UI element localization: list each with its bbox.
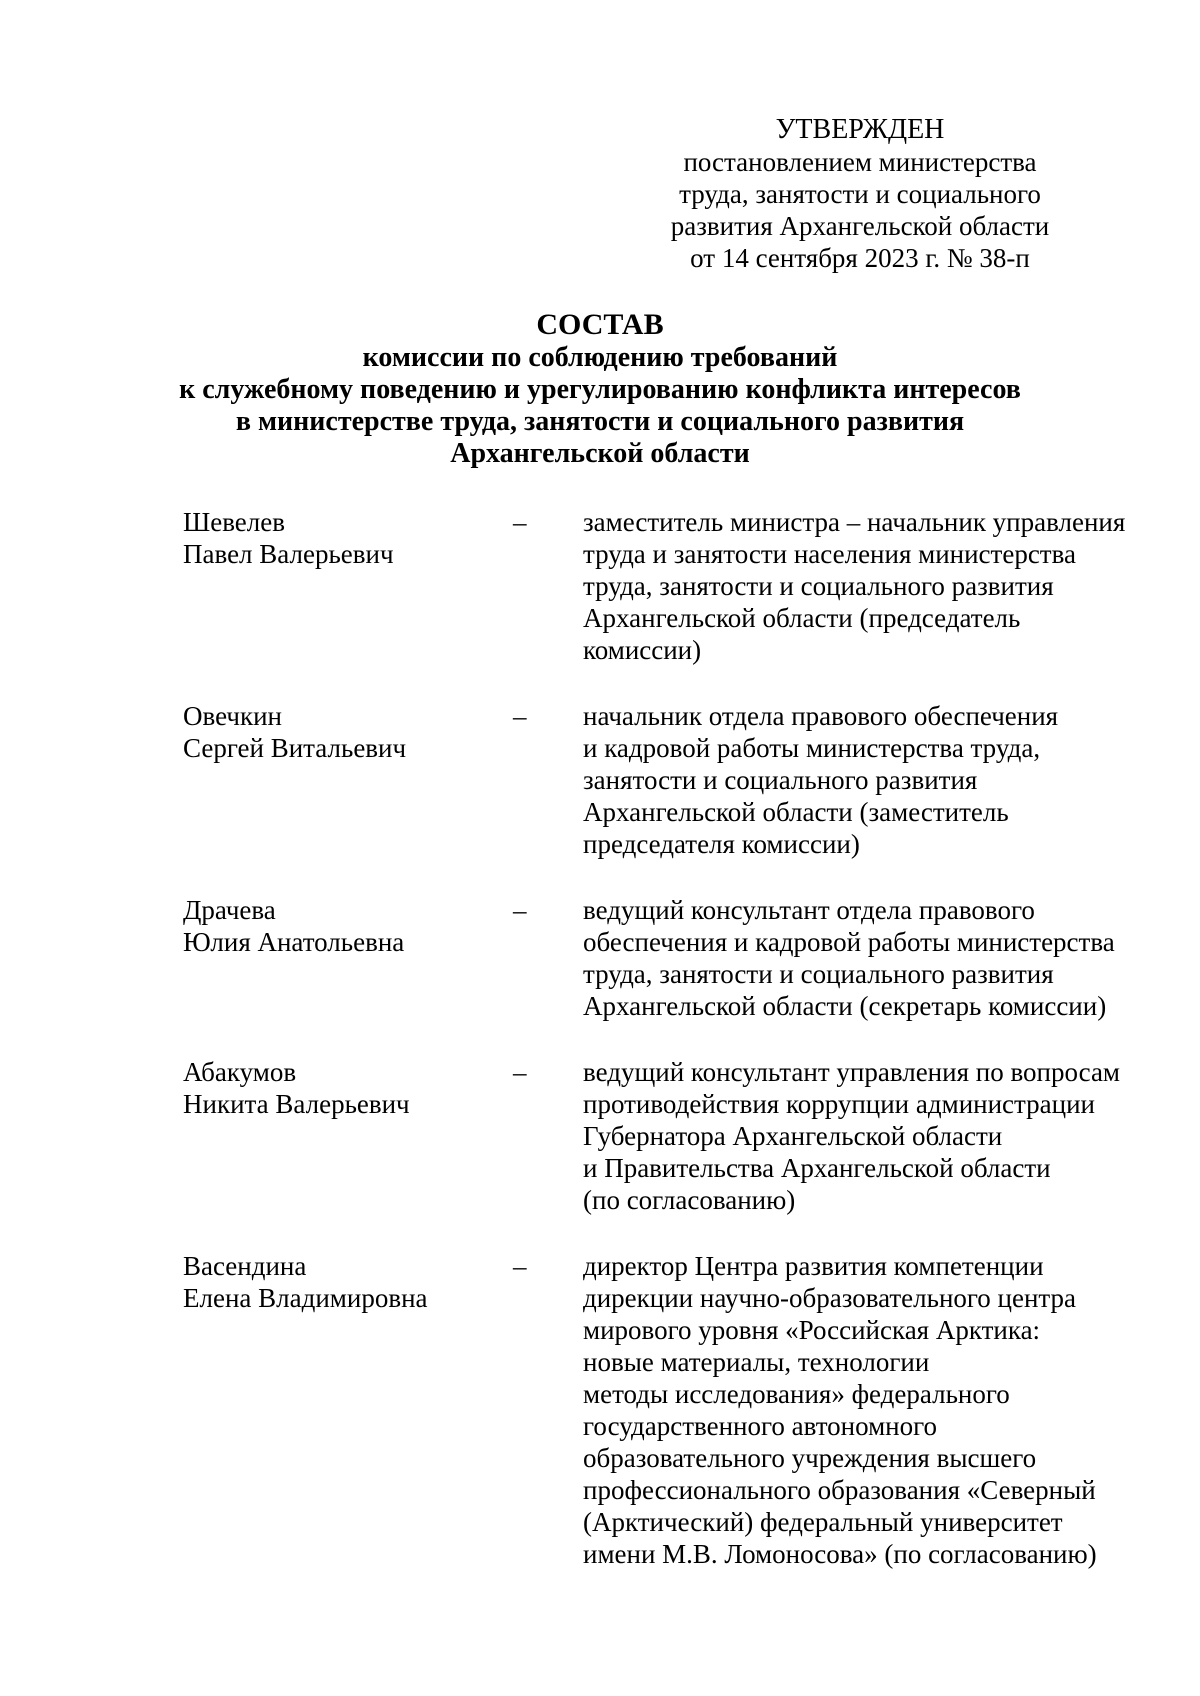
member-description (583, 1056, 1143, 1216)
member-entry (183, 894, 1143, 1022)
approval-block (620, 114, 1100, 274)
description-line: имени М.В. Ломоносова» (по согласованию) (583, 1539, 1097, 1569)
description-line: и кадровой работы министерства труда, (583, 733, 1041, 763)
description-line: директор Центра развития компетенции (583, 1251, 1044, 1281)
member-dash: – (513, 701, 527, 731)
description-line: комиссии) (583, 635, 702, 665)
description-line: государственного автономного (583, 1411, 938, 1441)
description-line: дирекции научно-образовательного центра (583, 1283, 1077, 1313)
description-line: образовательного учреждения высшего (583, 1443, 1037, 1473)
title-line: в министерстве труда, занятости и социального развития (235, 406, 965, 437)
member-dash: – (513, 1251, 527, 1281)
member-description (583, 506, 1143, 666)
member-dash: – (513, 895, 527, 925)
title-line: к служебному поведению и урегулированию конфликта интересов (179, 374, 1021, 405)
description-line: Губернатора Архангельской области (583, 1121, 1003, 1151)
description-line: обеспечения и кадровой работы министерства (583, 927, 1115, 957)
approval-line: постановлением министерства (683, 147, 1037, 177)
member-description (583, 1250, 1143, 1570)
member-name (183, 1250, 513, 1570)
member-given-name: Юлия Анатольевна (183, 927, 405, 957)
description-line: занятости и социального развития (583, 765, 978, 795)
approval-line: от 14 сентября 2023 г. № 38-п (690, 243, 1030, 273)
member-name (183, 700, 513, 860)
description-line: Архангельской области (председатель (583, 603, 1021, 633)
description-line: ведущий консультант управления по вопросам (583, 1057, 1121, 1087)
member-given-name: Никита Валерьевич (183, 1089, 410, 1119)
member-given-name: Сергей Витальевич (183, 733, 407, 763)
member-given-name: Елена Владимировна (183, 1283, 428, 1313)
member-surname: Шевелев (183, 507, 286, 537)
member-dash: – (513, 507, 527, 537)
member-entry (183, 506, 1143, 666)
member-surname: Драчева (183, 895, 276, 925)
description-line: председателя комиссии) (583, 829, 860, 859)
member-name (183, 506, 513, 666)
description-line: начальник отдела правового обеспечения (583, 701, 1059, 731)
description-line: методы исследования» федерального (583, 1379, 1010, 1409)
member-surname: Овечкин (183, 701, 282, 731)
member-description (583, 894, 1143, 1022)
description-line: мирового уровня «Российская Арктика: (583, 1315, 1041, 1345)
members-list (183, 506, 1143, 1570)
member-entry (183, 1250, 1143, 1570)
member-surname: Абакумов (183, 1057, 297, 1087)
description-line: заместитель министра – начальник управления (583, 507, 1126, 537)
member-entry (183, 1056, 1143, 1216)
member-description (583, 700, 1143, 860)
approval-heading: УТВЕРЖДЕН (775, 114, 945, 145)
member-surname: Васендина (183, 1251, 307, 1281)
description-line: и Правительства Архангельской области (583, 1153, 1051, 1183)
title-main: СОСТАВ (536, 308, 664, 341)
description-line: (по согласованию) (583, 1185, 796, 1215)
description-line: Архангельской области (заместитель (583, 797, 1009, 827)
title-line: Архангельской области (450, 438, 750, 469)
member-entry (183, 700, 1143, 860)
description-line: профессионального образования «Северный (583, 1475, 1096, 1505)
member-name (183, 1056, 513, 1216)
description-line: (Арктический) федеральный университет (583, 1507, 1063, 1537)
description-line: труда, занятости и социального развития (583, 959, 1054, 989)
description-line: новые материалы, технологии (583, 1347, 930, 1377)
approval-line: развития Архангельской области (670, 211, 1050, 241)
member-dash: – (513, 1057, 527, 1087)
description-line: ведущий консультант отдела правового (583, 895, 1035, 925)
description-line: труда, занятости и социального развития (583, 571, 1054, 601)
member-given-name: Павел Валерьевич (183, 539, 394, 569)
member-name (183, 894, 513, 1022)
approval-line: труда, занятости и социального (679, 179, 1041, 209)
description-line: труда и занятости населения министерства (583, 539, 1076, 569)
description-line: противодействия коррупции администрации (583, 1089, 1095, 1119)
document-title (100, 308, 1100, 470)
title-line: комиссии по соблюдению требований (362, 342, 838, 373)
description-line: Архангельской области (секретарь комиссии) (583, 991, 1107, 1021)
